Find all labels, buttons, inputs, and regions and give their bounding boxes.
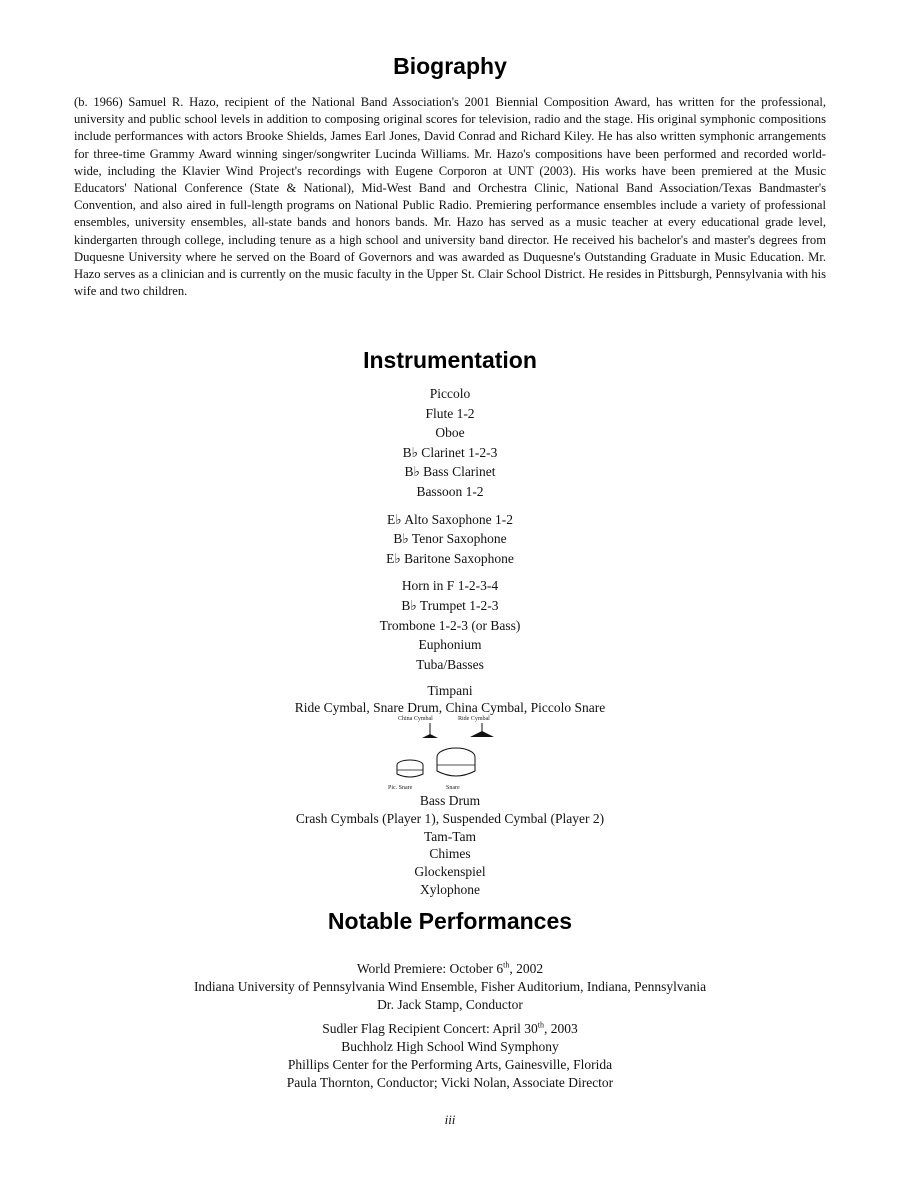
performances-heading: Notable Performances	[327, 908, 573, 934]
instrument-line: Bassoon 1-2	[416, 483, 484, 499]
sudler-ensemble: Buchholz High School Wind Symphony	[341, 1039, 559, 1054]
instrument-line: Glockenspiel	[414, 864, 486, 880]
instrument-line: Tuba/Basses	[416, 656, 484, 672]
instrument-line: Euphonium	[418, 637, 482, 653]
instrument-line: B♭ Bass Clarinet	[404, 464, 496, 480]
ride-cymbal-label: Ride Cymbal	[458, 716, 490, 722]
instrument-line: Trombone 1-2-3 (or Bass)	[379, 617, 521, 633]
instrument-line: Flute 1-2	[425, 405, 475, 421]
instrumentation-heading: Instrumentation	[363, 347, 537, 373]
instrument-line: Chimes	[429, 846, 471, 862]
instrument-line: Oboe	[435, 425, 465, 441]
woodwinds-group	[0, 384, 900, 502]
pic-snare-label: Pic. Snare	[388, 785, 413, 791]
sudler-conductor: Paula Thornton, Conductor; Vicki Nolan, Associate Director	[286, 1075, 614, 1090]
instrument-line: Piccolo	[429, 386, 471, 401]
percussion-top-group	[0, 682, 900, 716]
instrument-line: B♭ Tenor Saxophone	[393, 531, 507, 547]
percussion-setup-diagram	[378, 713, 508, 793]
premiere-conductor: Dr. Jack Stamp, Conductor	[377, 997, 523, 1012]
china-cymbal-label: China Cymbal	[398, 716, 433, 722]
sudler-concert-block	[0, 1020, 900, 1092]
snare-label: Snare	[446, 785, 460, 791]
instrument-line: Xylophone	[420, 881, 480, 897]
premiere-ensemble: Indiana University of Pennsylvania Wind Ensemble, Fisher Auditorium, Indiana, Pennsylvania	[193, 979, 707, 994]
instrument-line: Tam-Tam	[423, 828, 477, 844]
premiere-date: World Premiere: October 6th, 2002	[356, 960, 544, 976]
page-number: iii	[444, 1112, 456, 1127]
instrument-line: Ride Cymbal, Snare Drum, China Cymbal, Piccolo Snare	[294, 700, 606, 716]
world-premiere-block	[0, 960, 900, 1014]
saxophones-group	[0, 510, 900, 569]
instrumentation-list	[0, 384, 900, 716]
snare-drum-icon	[437, 748, 475, 776]
piccolo-snare-icon	[397, 760, 423, 777]
brass-group	[0, 576, 900, 674]
instrument-line: Crash Cymbals (Player 1), Suspended Cymbal (Player 2)	[295, 810, 605, 826]
ride-cymbal-icon	[470, 723, 494, 737]
china-cymbal-icon	[422, 723, 438, 738]
biography-text: (b. 1966) Samuel R. Hazo, recipient of the National Band Association's 2001 Biennial Composition Award, has written for the professional, university and public school levels in addition to composing original scores for television, radio and the stage. His original symphonic compositions include performances with actors Brooke Shields, James Earl Jones, David Conrad and Richard Kiley. He has also written symphonic arrangements for three-time Grammy Award winning singer/songwriter Lucinda Williams. Mr. Hazo's compositions have been performed and recorded world-wide, including the Klavier Wind Project's recordings with Eugene Corporon at UNT (2003). His works have been premiered at the Music Educators' National Conference (State & National), Mid-West Band and Orchestra Clinic, National Band Association/Texas Bandmaster's Convention, and also aired in full-length programs on National Public Radio. Premiering performance ensembles include a variety of professional ensembles, university ensembles, all-state bands and honors bands. Mr. Hazo has served as a music teacher at every educational grade level, kindergarten through college, including tenure as a high school and university band director. He received his bachelor's and master's degrees from Duquesne University where he served on the Board of Governors and was awarded as Duquesne's Outstanding Graduate in Music Education. Mr. Hazo serves as a clinician and is currently on the music faculty in the Upper St. Clair School District. He resides in Pittsburgh, Pennsylvania with his wife and two children.	[74, 95, 826, 299]
instrument-line: E♭ Baritone Saxophone	[386, 550, 514, 566]
instrument-line: B♭ Trumpet 1-2-3	[401, 597, 499, 613]
biography-heading: Biography	[393, 53, 507, 79]
instrument-line: Bass Drum	[419, 793, 481, 808]
percussion-bottom-group	[0, 792, 900, 899]
sudler-date: Sudler Flag Recipient Concert: April 30th, 2003	[322, 1020, 578, 1036]
instrument-line: Timpani	[427, 683, 473, 699]
instrument-line: B♭ Clarinet 1-2-3	[402, 444, 498, 460]
instrument-line: Horn in F 1-2-3-4	[401, 578, 499, 594]
instrument-line: E♭ Alto Saxophone 1-2	[387, 511, 513, 527]
sudler-venue: Phillips Center for the Performing Arts, Gainesville, Florida	[287, 1057, 613, 1072]
